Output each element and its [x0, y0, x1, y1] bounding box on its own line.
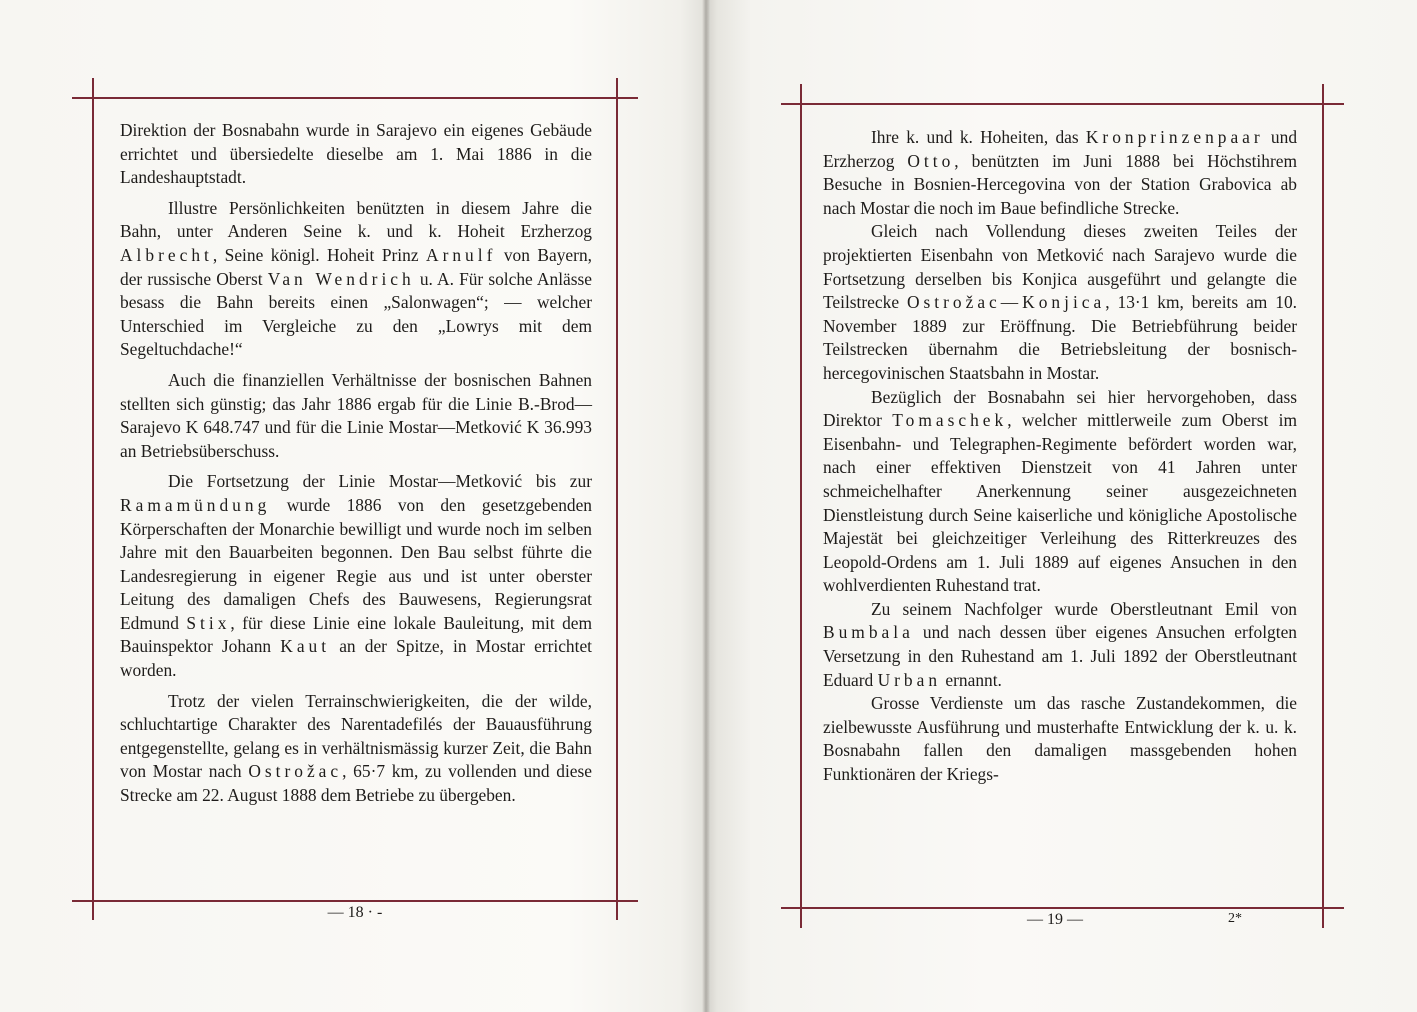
text-run: Gleich nach Vollendung dieses zweiten Teiles der projektierten Eisenbahn von Metković nach Sarajevo wurde die Fortsetzung derselben bis Konjica ausgeführt und gelangte die Teilstrecke	[823, 221, 1297, 313]
text-run: Die Fortsetzung der Linie Mostar—Metković bis zur	[168, 471, 592, 492]
left-page	[0, 0, 702, 1012]
text-run: Zu seinem Nachfolger wurde Oberstleutnant Emil von	[871, 598, 1297, 619]
spaced-name: Kaut	[280, 636, 331, 657]
frame-right-rule	[616, 78, 618, 920]
text-run: , 13·1 km, bereits am 10. November 1889 zur Eröffnung. Die Betriebführung beider Teilstrecken übernahm die Betriebsleitung der bosnisch-hercegovinischen Staatsbahn in Mostar.	[823, 292, 1297, 383]
text-run: Auch die finanziellen Verhältnisse der bosnischen Bahnen stellten sich günstig; das Jahr 1886 ergab für die Linie B.-Brod—Sarajevo K 648.747 und für die Linie Mostar—Metković K 36.993 an Betriebsüberschuss.	[120, 369, 592, 461]
book-gutter	[702, 0, 710, 1012]
text-run: , für diese Linie eine lokale Bauleitung, mit dem Bauinspektor Johann	[120, 612, 593, 657]
text-run: , Seine königl. Hoheit Prinz	[212, 244, 427, 265]
text-run: Grosse Verdienste um das rasche Zustandekommen, die zielbewusste Ausführung und musterhafte Entwicklung der k. u. k. Bosnabahn fallen den damaligen massgebenden hohen Funktionären der Kriegs-	[823, 693, 1297, 785]
text-run: an der Spitze, in Mostar errichtet worden.	[120, 636, 592, 681]
page-number-right: — 19 —	[1027, 911, 1083, 928]
text-run: , welcher mittlerweile zum Oberst im Eisenbahn- und Telegraphen-Regimente befördert worden war, nach einer effektiven Dienstzeit von 41 Jahren unter schmeichelhafter Anerkennung seiner ausgezeichneten Dienstleistung durch Seine kaiserliche und königliche Apostolische Majestät bei gleichzeitiger Verleihung des Ritterkreuzes des Leopold-Ordens am 1. Juli 1889 auf eigenes Ansuchen in den wohlverdienten Ruhestand trat.	[823, 410, 1297, 596]
text-run: Direktion der Bosnabahn wurde in Sarajevo ein eigenes Gebäude errichtet und übersiedelte dieselbe am 1. Mai 1886 in die Landeshauptstadt.	[120, 120, 592, 188]
frame-left-rule	[800, 84, 802, 928]
text-run: Trotz der vielen Terrainschwierigkeiten, die der wilde, schluchtartige Charakter des Narentadefilés der Bauausführung entgegenstellte, gelang es in verhältnismässig kurzer Zeit, die Bahn von Mostar nach	[120, 690, 592, 782]
spaced-name: Ostrožac	[248, 761, 343, 782]
frame-right-rule	[1322, 84, 1324, 928]
spaced-name: Kronprinzenpaar	[1085, 127, 1264, 147]
text-run: und nach dessen über eigenes Ansuchen erfolgten Versetzung in den Ruhestand am 1. Juli 1892 der Oberstleutnant Eduard	[823, 622, 1297, 690]
left-page-text	[120, 119, 592, 808]
paragraph	[120, 369, 592, 463]
frame-top-rule	[72, 97, 638, 99]
paragraph	[823, 692, 1297, 786]
text-run: wurde 1886 von den gesetzgebenden Körperschaften der Monarchie bewilligt und wurde noch im selben Jahre mit den Bauarbeiten begonnen. Den Bau selbst führte die Landesregierung in eigener Regie aus und ist unter oberster Leitung des damaligen Chefs des Bauwesens, Regierungsrat Edmund	[120, 494, 592, 633]
spaced-name: Ostrožac—Konjica	[906, 292, 1106, 313]
frame-bottom-rule	[781, 907, 1344, 909]
text-run: Ihre k. und k. Hoheiten, das	[871, 127, 1086, 147]
paragraph	[120, 690, 592, 808]
text-run: u. A. Für solche Anlässe besass die Bahn bereits einen „Salonwagen“; — welcher Unterschied im Vergleiche zu den „Lowrys mit dem Segeltuchdache!“	[120, 268, 592, 360]
paragraph	[120, 197, 592, 362]
spaced-name: Van Wendrich	[267, 268, 415, 289]
paragraph	[823, 126, 1297, 220]
text-run: , 65·7 km, zu vollenden und diese Strecke am 22. August 1888 dem Betriebe zu übergeben.	[120, 761, 592, 806]
spaced-name: Tomaschek	[892, 410, 1008, 431]
text-run: , benützten im Juni 1888 bei Höchstihrem Besuche in Bosnien-Hercegovina von der Station Grabovica ab nach Mostar die noch im Baue befindliche Strecke.	[823, 150, 1297, 218]
text-run: von Bayern, der russische Oberst	[120, 244, 592, 289]
signature-mark: 2*	[1228, 911, 1242, 926]
paragraph	[823, 598, 1297, 692]
spaced-name: Bumbala	[823, 622, 914, 643]
spaced-name: Arnulf	[426, 244, 497, 265]
right-page	[710, 0, 1417, 1012]
spaced-name: Ramamündung	[120, 494, 271, 515]
spaced-name: Albrecht	[120, 244, 213, 265]
page-number-left: — 18 · -	[327, 904, 383, 921]
text-run: und Erzherzog	[823, 127, 1298, 171]
spaced-name: Otto	[907, 150, 955, 171]
spaced-name: Stix	[186, 612, 231, 633]
paragraph	[823, 220, 1297, 385]
paragraph	[120, 119, 592, 190]
paragraph	[823, 386, 1297, 598]
spaced-name: Urban	[877, 669, 942, 690]
frame-top-rule	[781, 103, 1344, 105]
paragraph	[120, 470, 592, 682]
text-run: ernannt.	[941, 669, 1002, 690]
frame-bottom-rule	[72, 900, 638, 902]
text-run: Bezüglich der Bosnabahn sei hier hervorgehoben, dass Direktor	[823, 386, 1297, 431]
text-run: Illustre Persönlichkeiten benützten in diesem Jahre die Bahn, unter Anderen Seine k. und k. Hoheit Erzherzog	[120, 197, 592, 242]
right-page-text	[823, 126, 1297, 787]
frame-left-rule	[92, 78, 94, 920]
